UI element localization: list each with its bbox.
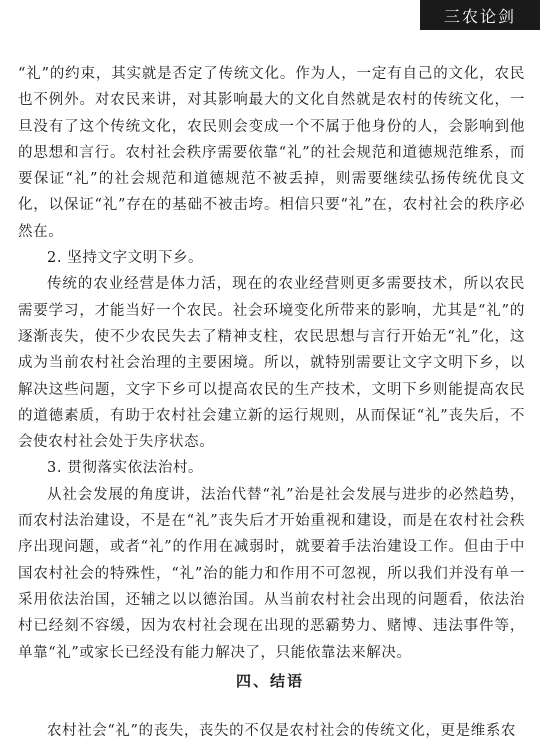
article-body [18,61,525,666]
paragraph-literacy: 传统的农业经营是体力活，现在的农业经营则更多需要技术，所以农民需要学习，才能当好一个农民。社会环境变化所带来的影响，尤其是“礼”的逐渐丧失，使不少农民失去了精神支柱，农民思想与言行开始无“礼”化，这成为当前农村社会治理的主要困境。所以，就特别需要让文字文明下乡，以解决这些问题，文字下乡可以提高农民的生产技术，文明下乡则能提高农民的道德素质，有助于农村社会建立新的运行规则，从而保证“礼”丧失后，不会使农村社会处于失序状态。 [18,276,525,451]
item-heading-3: 3. 贯彻落实依法治村。 [47,460,204,477]
paragraph-rule-of-law: 从社会发展的角度讲，法治代替“礼”治是社会发展与进步的必然趋势，而农村法治建设，不是在“礼”丧失后才开始重视和建设，而是在农村社会秩序出现问题，或者“礼”的作用在减弱时，就要着手法治建设工作。但由于中国农村社会的特殊性，“礼”治的能力和作用不可忽视，所以我们并没有单一采用依法治国，还辅之以以德治国。从当前农村社会出现的问题看，依法治村已经刻不容缓，因为农村社会现在出现的恶霸势力、赌博、违法事件等，单靠“礼”或家长已经没有能力解决了，只能依靠法来解决。 [18,486,525,661]
section-tag: 三农论剑 [420,0,540,30]
paragraph-culture: “礼”的约束，其实就是否定了传统文化。作为人，一定有自己的文化，农民也不例外。对农民来讲，对其影响最大的文化自然就是农村的传统文化，一旦没有了这个传统文化，农民则会变成一个不属于他身份的人，会影响到他的思想和言行。农村社会秩序需要依靠“礼”的社会规范和道德规范维系，而要保证“礼”的社会规范和道德规范不被丢掉，则需要继续弘扬传统优良文化，以保证“礼”存在的基础不被击垮。相信只要“礼”在，农村社会的秩序必然在。 [18,66,525,240]
conclusion-heading: 四、结语 [235,672,304,690]
paragraph-conclusion: 农村社会“礼”的丧失，丧失的不仅是农村社会的传统文化，更是维系农 [47,723,517,739]
item-heading-2: 2. 坚持文字文明下乡。 [47,250,204,267]
